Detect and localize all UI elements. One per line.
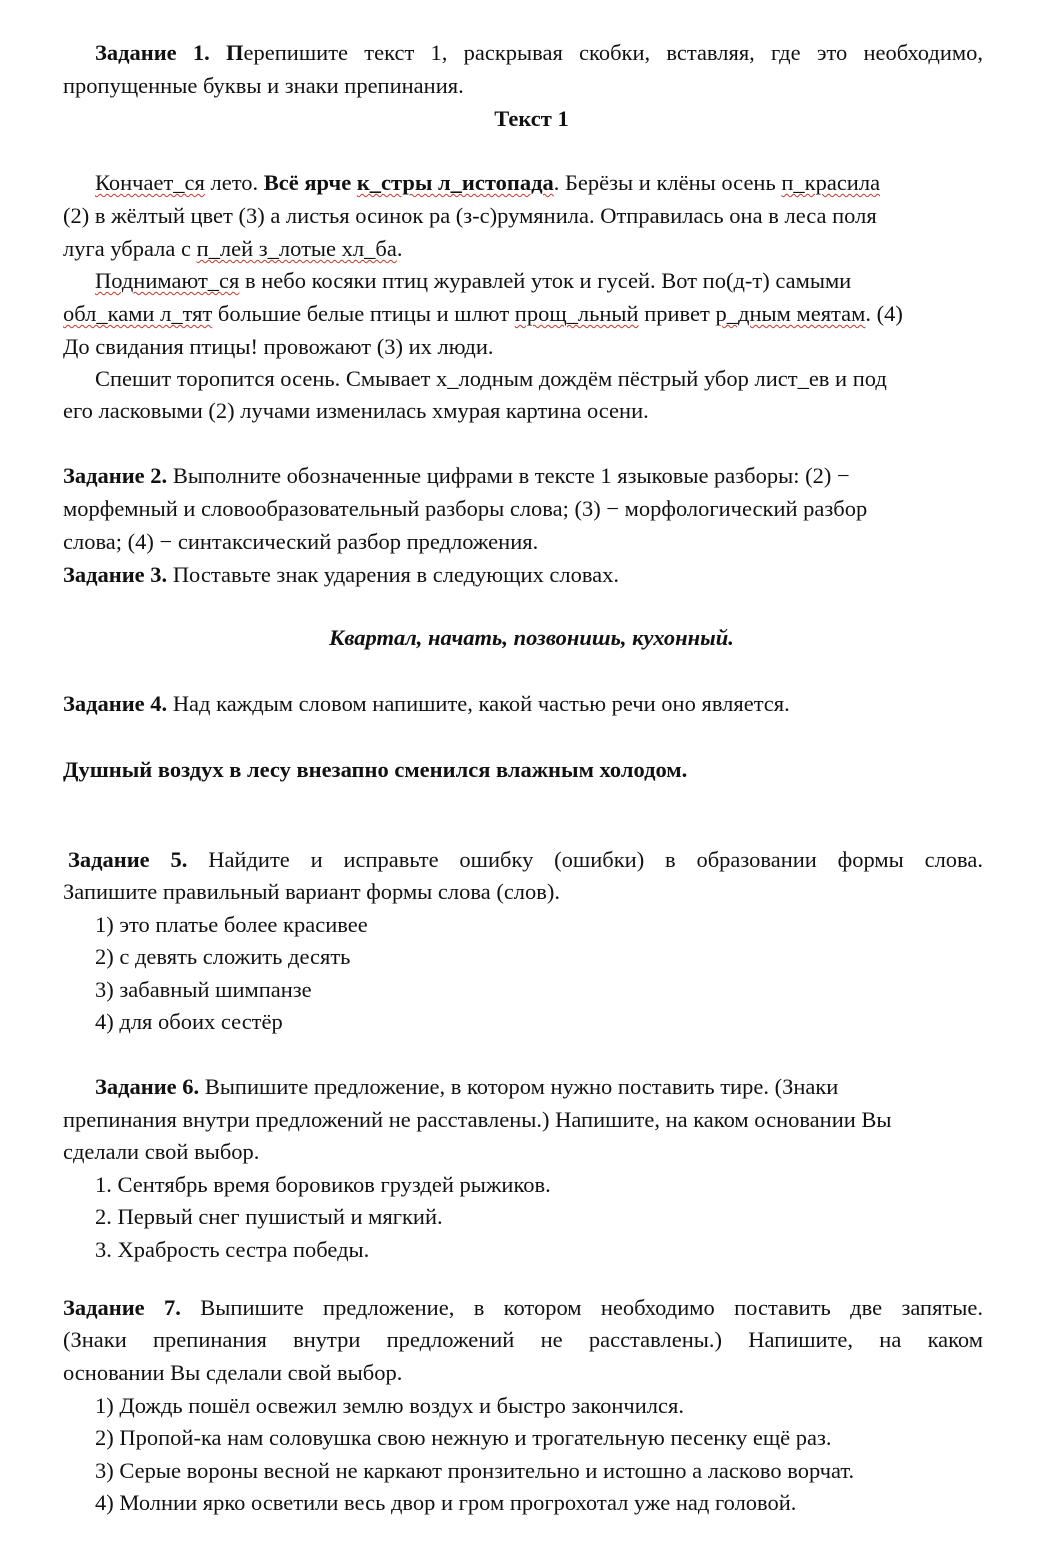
text1-p3-line1: Спешит торопится осень. Смывает х_лодным дождём пёстрый убор лист_ев и под xyxy=(95,366,887,391)
text1-word: п_красила xyxy=(781,170,881,195)
task5-line1 xyxy=(68,845,983,875)
task7-text: Выпишите предложение, в котором необходимо поставить две запятые. xyxy=(180,1295,983,1320)
task6-heading: Задание 6. xyxy=(95,1074,200,1099)
text1-word: р_дным меятам xyxy=(715,301,866,326)
list-item: 2) Пропой-ка нам соловушка свою нежную и трогательную песенку ещё раз. xyxy=(95,1425,832,1450)
list-item: 1. Сентябрь время боровиков груздей рыжиков. xyxy=(95,1172,551,1197)
task4-line1 xyxy=(63,689,790,719)
text1-word: обл_ками л_тят xyxy=(63,301,213,326)
text1-fragment: в небо косяки птиц журавлей уток и гусей. Вот по(д-т) самыми xyxy=(239,268,852,293)
task5-heading: Задание 5. xyxy=(68,847,188,872)
text1-p2-line3: До свидания птицы! провожают (3) их люди. xyxy=(63,334,494,359)
task2-text: Выполните обозначенные цифрами в тексте 1 языковые разборы: (2) − xyxy=(167,463,850,488)
text1-fragment: привет xyxy=(638,301,716,326)
text1-fragment: луга убрала с xyxy=(63,236,197,261)
text1-p1-line2: (2) в жёлтый цвет (3) а листья осинок ра (з-с)румянила. Отправилась она в леса поля xyxy=(63,203,877,228)
list-item: 1) Дождь пошёл освежил землю воздух и быстро закончился. xyxy=(95,1393,684,1418)
list-item: 4) для обоих сестёр xyxy=(95,1009,283,1034)
text1-bold-fragment: Всё ярче xyxy=(263,170,357,195)
list-item: 4) Молнии ярко осветили весь двор и гром прогрохотал уже над головой. xyxy=(95,1490,797,1515)
task3-words-text: Квартал, начать, позвонишь, кухонный. xyxy=(329,625,734,650)
task1-line2: пропущенные буквы и знаки препинания. xyxy=(63,73,464,98)
list-item: 2) с девять сложить десять xyxy=(95,944,351,969)
task3-words xyxy=(0,623,1063,653)
task7-line2: (Знаки препинания внутри предложений не расставлены.) Напишите, на каком xyxy=(63,1327,983,1352)
text1-word: Поднимают_ся xyxy=(95,268,240,293)
task4-sentence-text: Душный воздух в лесу внезапно сменился влажным холодом. xyxy=(63,757,688,782)
task7-line1 xyxy=(63,1293,983,1323)
text1-p3-line2: его ласковыми (2) лучами изменилась хмурая картина осени. xyxy=(63,398,649,423)
task4-heading: Задание 4. xyxy=(63,691,168,716)
text1-p2-line1 xyxy=(95,266,851,296)
text1-p1-line1 xyxy=(95,168,880,198)
task3-text: Поставьте знак ударения в следующих словах. xyxy=(167,562,620,587)
task6-line1 xyxy=(95,1072,838,1102)
task7-heading: Задание 7. xyxy=(63,1295,181,1320)
task1-heading: Задание 1. П xyxy=(95,40,244,65)
list-item: 2. Первый снег пушистый и мягкий. xyxy=(95,1204,443,1229)
text1-fragment: . Берёзы и клёны осень xyxy=(553,170,782,195)
text1-word: п_лей з_лотые хл_ба xyxy=(196,236,397,261)
task6-text: Выпишите предложение, в котором нужно поставить тире. (Знаки xyxy=(199,1074,839,1099)
task1-line1 xyxy=(95,38,983,68)
text1-word: прощ_льный xyxy=(514,301,639,326)
text1-title xyxy=(0,104,1063,134)
list-item: 3) забавный шимпанзе xyxy=(95,977,312,1002)
task4-sentence xyxy=(63,755,687,785)
task5-text: Найдите и исправьте ошибку (ошибки) в образовании формы слова. xyxy=(187,847,983,872)
text1-title-label: Текст 1 xyxy=(494,106,569,131)
text1-fragment: . xyxy=(396,236,403,261)
task2-line1 xyxy=(63,461,850,491)
text1-word: Кончает_ся xyxy=(95,170,205,195)
list-item: 1) это платье более красивее xyxy=(95,912,368,937)
text1-fragment: большие белые птицы и шлют xyxy=(212,301,515,326)
text1-fragment: лето. xyxy=(204,170,264,195)
task1-text: ерепишите текст 1, раскрывая скобки, вставляя, где это необходимо, xyxy=(243,40,983,65)
list-item: 3) Серые вороны весной не каркают пронзительно и истошно а ласково ворчат. xyxy=(95,1458,855,1483)
task4-text: Над каждым словом напишите, какой частью речи оно является. xyxy=(167,691,790,716)
text1-fragment: . (4) xyxy=(865,301,903,326)
text1-p2-line2 xyxy=(63,299,903,329)
task2-heading: Задание 2. xyxy=(63,463,168,488)
task6-line2: препинания внутри предложений не расставлены.) Напишите, на каком основании Вы xyxy=(63,1107,892,1132)
task3-line1 xyxy=(63,560,619,590)
task3-heading: Задание 3. xyxy=(63,562,168,587)
task7-line3: основании Вы сделали свой выбор. xyxy=(63,1360,403,1385)
list-item: 3. Храбрость сестра победы. xyxy=(95,1237,370,1262)
text1-p1-line3 xyxy=(63,234,402,264)
text1-bold-word: к_стры л_истопада xyxy=(356,170,554,195)
task6-line3: сделали свой выбор. xyxy=(63,1139,260,1164)
task2-line2: морфемный и словообразовательный разборы слова; (3) − морфологический разбор xyxy=(63,496,868,521)
task2-line3: слова; (4) − синтаксический разбор предложения. xyxy=(63,529,539,554)
task5-line2: Запишите правильный вариант формы слова (слов). xyxy=(63,879,561,904)
